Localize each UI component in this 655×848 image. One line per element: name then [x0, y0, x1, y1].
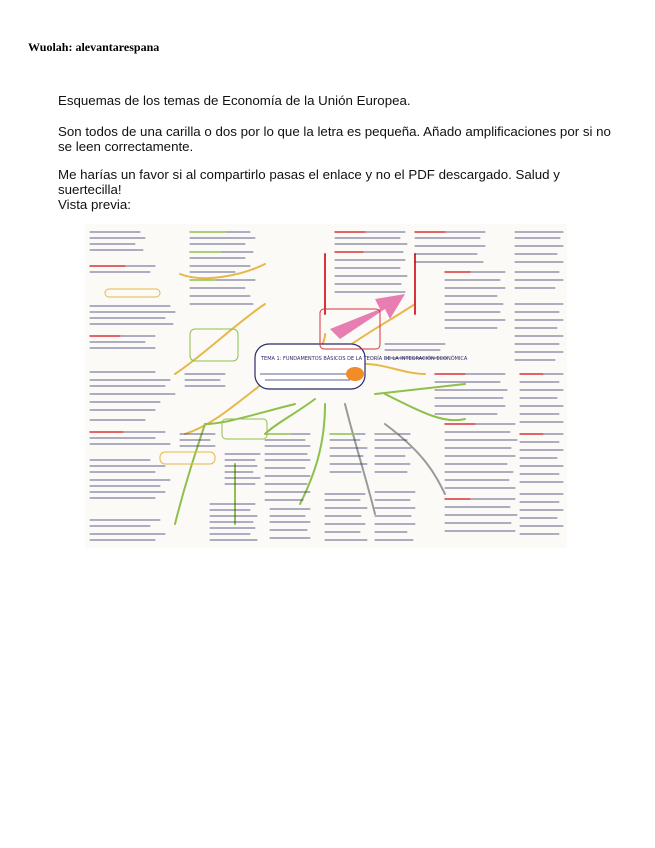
request-paragraph: Me harías un favor si al compartirlo pasas el enlace y no el PDF descargado. Salud y suertecilla!	[58, 167, 560, 197]
central-topic-label: TEMA 1: FUNDAMENTOS BÁSICOS DE LA TEORÍA DE LA INTEGRACIÓN ECONÓMICA	[261, 356, 468, 362]
preview-image	[85, 224, 567, 548]
preview-label: Vista previa:	[58, 197, 131, 212]
central-topic-box	[255, 344, 365, 389]
orange-marker	[346, 367, 364, 381]
note-paragraph: Son todos de una carilla o dos por lo que la letra es pequeña. Añado amplificaciones por si no se leen correctamente.	[58, 124, 611, 154]
intro-paragraph: Esquemas de los temas de Economía de la Unión Europea.	[58, 93, 411, 108]
mind-map-preview	[85, 224, 567, 548]
site-header: Wuolah: alevantarespana	[28, 40, 160, 54]
